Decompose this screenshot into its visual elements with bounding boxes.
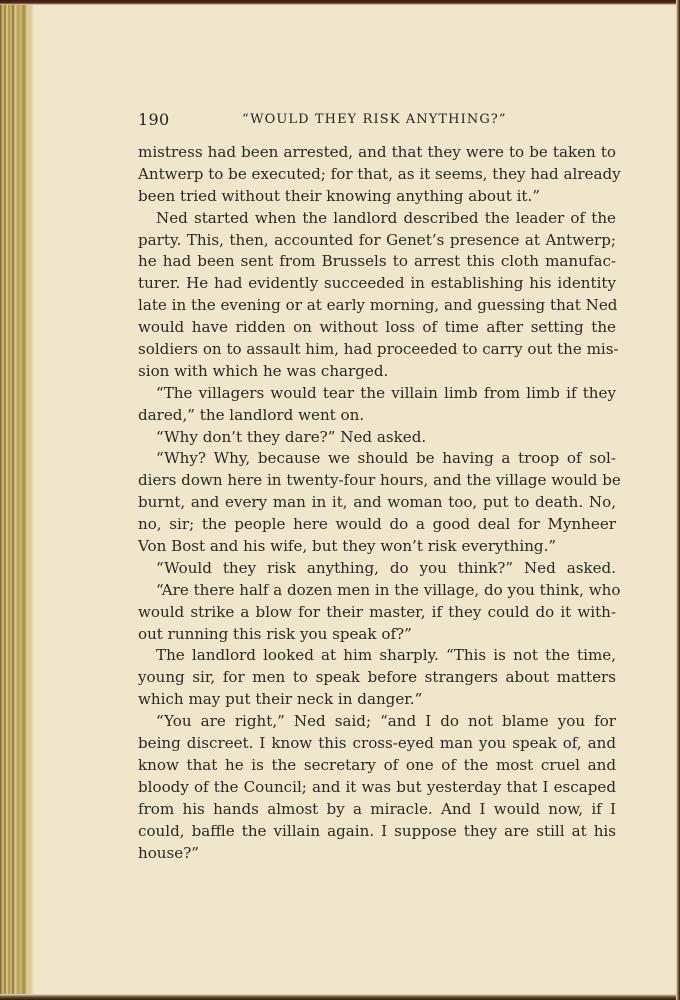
text-line: young sir, for men to speak before strangers about matters (138, 668, 616, 687)
text-line: Antwerp to be executed; for that, as it seems, they had already (138, 164, 621, 183)
text-line: “Why? Why, because we should be having a troop of sol- (156, 449, 616, 468)
text-line: soldiers on to assault him, had proceeded to carry out the mis- (138, 340, 619, 359)
text-line: house?” (138, 843, 200, 862)
running-title: “WOULD THEY RISK ANYTHING?” (242, 112, 507, 127)
text-line: out running this risk you speak of?” (138, 624, 412, 643)
text-line: diers down here in twenty-four hours, and the village would be (138, 471, 621, 490)
text-line: sion with which he was charged. (138, 361, 389, 380)
text-line: being discreet. I know this cross-eyed man you speak of, and (138, 734, 616, 753)
page-header (138, 110, 616, 134)
text-line: burnt, and every man in it, and woman too, put to death. No, (138, 493, 616, 512)
text-line: mistress had been arrested, and that they were to be taken to (138, 143, 616, 161)
text-line: would have ridden on without loss of time after setting the (138, 318, 616, 337)
text-line: “Why don’t they dare?” Ned asked. (156, 427, 427, 446)
body-text (138, 142, 621, 864)
text-line: The landlord looked at him sharply. “This is not the time, (156, 646, 616, 665)
text-line: “Would they risk anything, do you think?” Ned asked. (156, 558, 616, 577)
text-line: would strike a blow for their master, if they could do it with- (138, 602, 616, 621)
text-line: “The villagers would tear the villain limb from limb if they (156, 383, 616, 402)
text-line: late in the evening or at early morning, and guessing that Ned (138, 296, 618, 315)
text-line: no, sir; the people here would do a good deal for Mynheer (138, 515, 616, 534)
text-line: “You are right,” Ned said; “and I do not blame you for (156, 712, 616, 731)
text-line: Ned started when the landlord described the leader of the (156, 208, 616, 227)
page-top-edge (0, 0, 680, 5)
text-line: party. This, then, accounted for Genet’s presence at Antwerp; (138, 230, 616, 249)
text-line: Von Bost and his wife, but they won’t risk everything.” (138, 537, 557, 556)
book-spine-gutter (0, 0, 34, 1000)
text-line: dared,” the landlord went on. (138, 405, 365, 424)
text-line: know that he is the secretary of one of the most cruel and (138, 755, 616, 774)
text-line: “Are there half a dozen men in the village, do you think, who (156, 580, 621, 599)
text-line: he had been sent from Brussels to arrest this cloth manufac- (138, 252, 616, 271)
page-bottom-edge (0, 994, 680, 1000)
page-number: 190 (138, 110, 170, 129)
text-line: bloody of the Council; and it was but yesterday that I escaped (138, 777, 616, 796)
page-right-edge (676, 0, 680, 1000)
text-line: which may put their neck in danger.” (138, 690, 423, 709)
text-line: turer. He had evidently succeeded in establishing his identity (138, 274, 616, 293)
text-line: from his hands almost by a miracle. And I would now, if I (138, 799, 616, 818)
text-line: been tried without their knowing anything about it.” (138, 186, 540, 205)
text-line: could, baffle the villain again. I suppose they are still at his (138, 821, 616, 840)
